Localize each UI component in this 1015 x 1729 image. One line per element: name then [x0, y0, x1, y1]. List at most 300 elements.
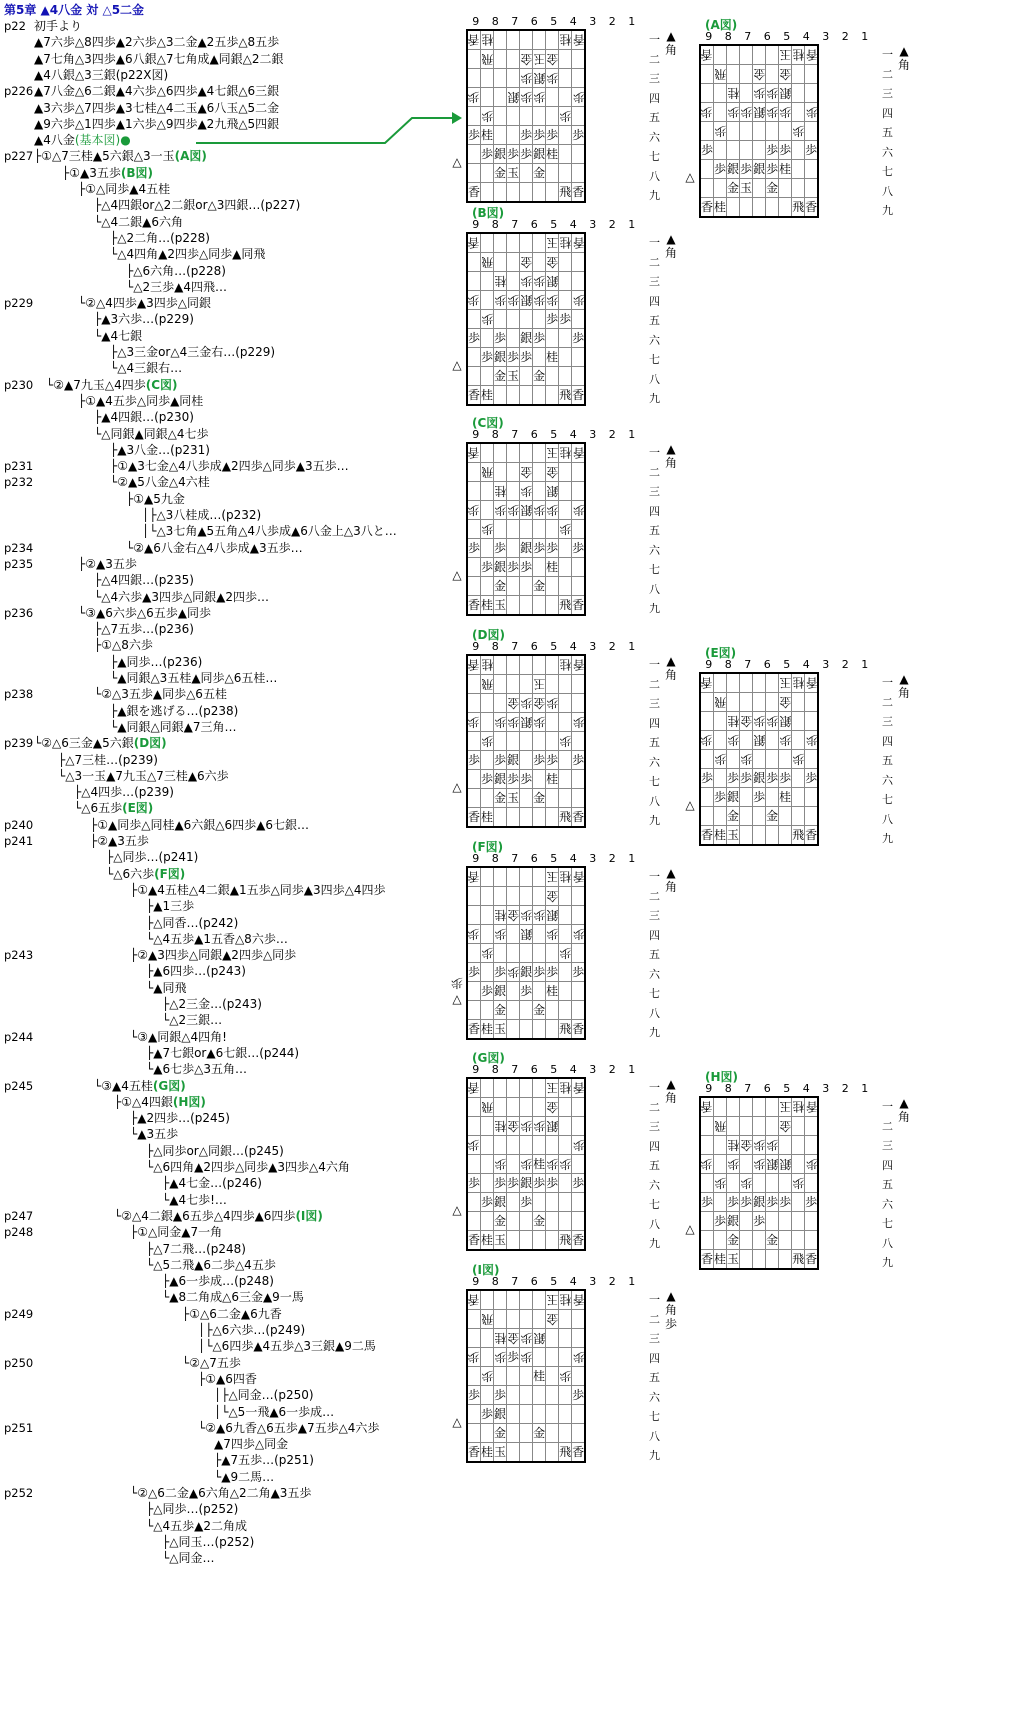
board-square [572, 1329, 586, 1348]
column-number: 2 [608, 428, 616, 441]
board-square: 金 [520, 50, 533, 69]
board-square [507, 1001, 520, 1020]
column-number: 8 [724, 1082, 732, 1095]
board-square: 銀 [494, 982, 507, 1001]
white-hand: △ [452, 1203, 462, 1217]
board-square [572, 789, 586, 808]
board-square [753, 1097, 766, 1117]
board-square [805, 122, 819, 141]
board-square [559, 1310, 572, 1329]
board-square [507, 925, 520, 944]
board-square: 金 [494, 1001, 507, 1020]
board-square: 歩 [546, 291, 559, 310]
board-square [520, 183, 533, 203]
board-square [546, 386, 559, 406]
board-square [507, 1424, 520, 1443]
board-square: 歩 [727, 731, 740, 750]
board-square: 香 [805, 198, 819, 218]
board-square: 歩 [520, 348, 533, 367]
variation-line: ▲3六歩△7四歩▲3七桂△4二玉▲6八玉△5二金 [34, 100, 280, 115]
board-square: 歩 [700, 103, 714, 122]
board-square [467, 789, 481, 808]
board-square: 香 [572, 386, 586, 406]
board-square [546, 944, 559, 963]
board-square: 歩 [520, 1348, 533, 1367]
board-square [507, 1098, 520, 1117]
board-square: 歩 [714, 1212, 727, 1231]
board-square: 歩 [520, 770, 533, 789]
board-square: 金 [494, 367, 507, 386]
shogi-board [466, 654, 586, 828]
board-square: 歩 [520, 982, 533, 1001]
board-square: 歩 [753, 84, 766, 103]
board-square [520, 596, 533, 616]
board-label: (G図) [472, 1051, 505, 1065]
board-square [481, 1424, 494, 1443]
column-number: 6 [530, 1063, 538, 1076]
board-square [520, 310, 533, 329]
board-square: 歩 [467, 963, 481, 982]
board-square: 銀 [507, 751, 520, 770]
board-square: 金 [766, 1231, 779, 1250]
row-number: 四 [649, 716, 660, 730]
column-number: 6 [530, 15, 538, 28]
variation-line: ├①△7三桂▲5六銀△3一玉(A図) [34, 149, 207, 164]
board-square: 玉 [494, 1443, 507, 1463]
board-square [559, 1001, 572, 1020]
row-number: 二 [649, 255, 660, 269]
row-number: 二 [882, 1119, 893, 1133]
column-number: 5 [550, 428, 558, 441]
board-square: 金 [494, 164, 507, 183]
board-square [533, 1193, 546, 1212]
board-square [520, 1136, 533, 1155]
board-square [766, 788, 779, 807]
board-square: 歩 [727, 769, 740, 788]
variation-line: ├▲2四歩…(p245) [130, 1111, 230, 1126]
board-square [740, 65, 753, 84]
board-square: 歩 [740, 1174, 753, 1193]
row-number: 三 [882, 715, 893, 728]
column-number: 6 [763, 30, 771, 43]
board-square [467, 1310, 481, 1329]
board-square: 歩 [779, 103, 792, 122]
board-square: 歩 [572, 963, 586, 982]
row-number: 八 [649, 1217, 660, 1231]
board-square [507, 443, 520, 463]
board-square [559, 577, 572, 596]
column-number: 5 [550, 1275, 558, 1288]
board-square: 金 [520, 253, 533, 272]
board-square: 歩 [714, 750, 727, 769]
column-numbers [466, 1063, 642, 1076]
page-ref: p241 [4, 834, 34, 848]
row-number: 五 [649, 1159, 660, 1172]
board-square [520, 520, 533, 539]
board-square [740, 673, 753, 693]
board-square: 香 [805, 45, 819, 65]
board-square [481, 925, 494, 944]
board-square [727, 1174, 740, 1193]
board-square: 歩 [520, 1329, 533, 1348]
board-square: 桂 [533, 1367, 546, 1386]
board-square [727, 750, 740, 769]
column-number: 4 [569, 15, 577, 28]
board-square [494, 1098, 507, 1117]
board-square [546, 789, 559, 808]
variation-line: └▲6七歩△3五角… [146, 1062, 247, 1077]
board-square [467, 1367, 481, 1386]
row-numbers [649, 443, 660, 619]
black-hand: ▲角 [897, 44, 910, 72]
board-square: 玉 [727, 826, 740, 846]
column-number: 2 [608, 852, 616, 865]
row-number: 七 [649, 775, 660, 788]
board-square: 歩 [766, 712, 779, 731]
board-square [507, 1231, 520, 1251]
row-number: 二 [649, 465, 660, 479]
board-square [714, 769, 727, 788]
board-square: 金 [494, 1424, 507, 1443]
board-square [494, 1310, 507, 1329]
column-number: 9 [472, 218, 480, 231]
board-square [805, 750, 819, 769]
board-square [792, 1193, 805, 1212]
column-number: 3 [589, 428, 597, 441]
board-square [700, 1231, 714, 1250]
variation-line: ├▲6一歩成…(p248) [162, 1274, 274, 1289]
white-hand: △ [685, 1222, 695, 1236]
board-square: 桂 [559, 867, 572, 887]
page-ref: p22 [4, 19, 26, 33]
column-number: 3 [589, 218, 597, 231]
board-square: 桂 [546, 558, 559, 577]
board-square [572, 1098, 586, 1117]
board-square: 歩 [533, 1117, 546, 1136]
board-square [753, 1231, 766, 1250]
column-number: 4 [569, 1275, 577, 1288]
white-hand: △ [452, 568, 462, 582]
board-square [714, 45, 727, 65]
board-square [467, 1424, 481, 1443]
board-square [533, 386, 546, 406]
board-square: 歩 [481, 1367, 494, 1386]
variation-line: ├△2二角…(p228) [110, 230, 210, 245]
board-square [805, 84, 819, 103]
board-square [753, 693, 766, 712]
board-square [481, 291, 494, 310]
page-ref: p239 [4, 736, 34, 751]
board-square [481, 1117, 494, 1136]
row-number: 四 [649, 1351, 660, 1365]
board-square [559, 1212, 572, 1231]
board-square [546, 329, 559, 348]
board-square [520, 808, 533, 828]
board-square [792, 1212, 805, 1231]
board-square: 桂 [559, 1290, 572, 1310]
column-number: 7 [511, 852, 519, 865]
board-square [533, 482, 546, 501]
board-square [700, 160, 714, 179]
column-number: 5 [550, 640, 558, 653]
row-number: 八 [649, 794, 660, 808]
board-square: 歩 [559, 520, 572, 539]
board-square [740, 84, 753, 103]
board-square [753, 750, 766, 769]
page-ref: p234 [4, 540, 34, 555]
board-square [494, 463, 507, 482]
board-square [559, 1329, 572, 1348]
column-number: 4 [569, 852, 577, 865]
board-square: 玉 [546, 443, 559, 463]
board-square: 歩 [520, 145, 533, 164]
board-square: 金 [507, 906, 520, 925]
variation-line: └②△7五歩 [182, 1355, 241, 1370]
board-square: 銀 [494, 770, 507, 789]
board-square: 香 [572, 1231, 586, 1251]
row-number: 四 [882, 734, 893, 748]
board-square [520, 1020, 533, 1040]
board-square: 香 [467, 1290, 481, 1310]
board-square: 桂 [546, 982, 559, 1001]
variation-line: └△4五歩▲2二角成 [146, 1518, 247, 1533]
row-number: 六 [882, 773, 893, 787]
board-square [520, 1424, 533, 1443]
board-square [494, 233, 507, 253]
board-square: 飛 [559, 183, 572, 203]
board-square: 飛 [792, 1250, 805, 1270]
column-number: 7 [511, 218, 519, 231]
shogi-board [699, 44, 819, 218]
board-square [546, 1193, 559, 1212]
board-square [572, 482, 586, 501]
board-square: 香 [572, 183, 586, 203]
board-square [507, 596, 520, 616]
board-square [572, 50, 586, 69]
board-square [572, 1155, 586, 1174]
board-square: 香 [467, 1078, 481, 1098]
variation-line: └△2三銀… [162, 1013, 223, 1028]
board-square [714, 84, 727, 103]
board-square [740, 731, 753, 750]
page-ref: p238 [4, 687, 34, 702]
variation-line: ├△4四歩…(p239) [74, 785, 174, 800]
board-square [753, 1250, 766, 1270]
row-number: 六 [649, 1390, 660, 1404]
variation-line: └▲同銀△同銀▲7三角… [110, 719, 237, 734]
board-square [559, 887, 572, 906]
page-ref: p248 [4, 1225, 34, 1240]
row-number: 九 [649, 1026, 660, 1039]
row-number: 七 [649, 150, 660, 163]
variation-line: ▲7八金△6二銀▲4六歩△6四歩▲4七銀△6三銀 [34, 84, 280, 99]
board-square [520, 164, 533, 183]
board-square: 飛 [559, 1231, 572, 1251]
board-square [779, 1250, 792, 1270]
board-square: 香 [467, 655, 481, 675]
board-square [766, 45, 779, 65]
board-square: 香 [467, 233, 481, 253]
board-square [507, 272, 520, 291]
board-square [507, 1020, 520, 1040]
board-square [494, 443, 507, 463]
board-square [546, 655, 559, 675]
row-number: 九 [882, 1256, 893, 1269]
variation-line: └△同銀▲同銀△4七歩 [94, 426, 209, 441]
row-numbers [649, 1078, 660, 1254]
board-square: 香 [805, 826, 819, 846]
board-square [467, 1001, 481, 1020]
board-square [740, 788, 753, 807]
board-square [766, 1174, 779, 1193]
board-square: 銀 [753, 160, 766, 179]
board-square: 歩 [494, 1155, 507, 1174]
board-square [779, 122, 792, 141]
board-square: 歩 [572, 501, 586, 520]
board-square [507, 329, 520, 348]
board-square: 歩 [494, 1174, 507, 1193]
board-square: 香 [700, 198, 714, 218]
board-square: 金 [546, 50, 559, 69]
shogi-board [699, 672, 819, 846]
board-square [481, 1174, 494, 1193]
board-square [805, 160, 819, 179]
board-square: 香 [467, 596, 481, 616]
variation-line: ├①▲4五歩△同歩▲同桂 [78, 393, 204, 408]
board-square [805, 1231, 819, 1250]
variation-line: ├①△4四銀(H図) [114, 1094, 206, 1109]
board-square [805, 1212, 819, 1231]
board-square [740, 1155, 753, 1174]
variation-line: ├▲3八金…(p231) [110, 442, 210, 457]
page-ref: p244 [4, 1029, 34, 1044]
board-square [507, 887, 520, 906]
board-square [481, 1212, 494, 1231]
row-numbers [649, 30, 660, 206]
board-square: 桂 [481, 126, 494, 145]
board-square: 歩 [572, 1386, 586, 1405]
board-square [507, 1078, 520, 1098]
board-square [572, 1001, 586, 1020]
board-square [481, 906, 494, 925]
board-square: 歩 [533, 272, 546, 291]
board-square [533, 1310, 546, 1329]
board-square: 銀 [533, 69, 546, 88]
board-square [520, 367, 533, 386]
board-label: (C図) [472, 416, 504, 430]
variation-line: ├▲7五歩…(p251) [214, 1453, 314, 1468]
board-square [740, 693, 753, 712]
variation-line: ├▲4七金…(p246) [162, 1176, 262, 1191]
board-square [572, 520, 586, 539]
board-square: 歩 [779, 1193, 792, 1212]
row-number: 一 [649, 1081, 660, 1094]
column-number: 1 [628, 15, 636, 28]
board-square [520, 233, 533, 253]
board-square [700, 1174, 714, 1193]
board-square: 桂 [727, 84, 740, 103]
column-number: 4 [569, 640, 577, 653]
column-number: 2 [841, 658, 849, 671]
board-square [507, 1193, 520, 1212]
board-square [481, 164, 494, 183]
variation-line: └△2三歩▲4四飛… [126, 279, 227, 294]
board-square: 銀 [779, 712, 792, 731]
row-number: 一 [882, 48, 893, 61]
variation-line: │├△3八桂成…(p232) [142, 508, 262, 522]
board-square [714, 1136, 727, 1155]
column-number: 3 [822, 658, 830, 671]
board-label: (A図) [705, 18, 738, 32]
board-square [520, 443, 533, 463]
board-square [805, 1174, 819, 1193]
board-square [481, 751, 494, 770]
board-square: 歩 [766, 84, 779, 103]
board-square [520, 887, 533, 906]
board-square [572, 164, 586, 183]
board-square: 金 [740, 1136, 753, 1155]
board-square [467, 272, 481, 291]
board-square: 歩 [700, 769, 714, 788]
board-square [481, 1155, 494, 1174]
board-square [559, 482, 572, 501]
variation-line: ▲7七角△3四歩▲6八銀△7七角成▲同銀△2二銀 [34, 51, 284, 66]
board-square [533, 30, 546, 50]
column-number: 4 [569, 428, 577, 441]
variation-line: └②△6二金▲6六角△2二角▲3五歩 [130, 1486, 312, 1500]
board-square [805, 712, 819, 731]
board-square [520, 1386, 533, 1405]
board-square [520, 30, 533, 50]
board-square: 金 [546, 463, 559, 482]
board-square [494, 694, 507, 713]
row-number: 一 [882, 1100, 893, 1113]
board-square [533, 253, 546, 272]
column-number: 1 [628, 1275, 636, 1288]
column-number: 9 [472, 640, 480, 653]
variation-line: │└△5一飛▲6一歩成… [214, 1404, 335, 1419]
variation-line: ├②▲3五歩 [90, 834, 149, 848]
board-square [520, 1231, 533, 1251]
board-square [572, 675, 586, 694]
board-square: 歩 [481, 310, 494, 329]
board-square [481, 443, 494, 463]
column-number: 9 [472, 1275, 480, 1288]
board-square: 歩 [507, 348, 520, 367]
column-number: 4 [802, 658, 810, 671]
board-square: 歩 [714, 122, 727, 141]
board-square: 歩 [546, 925, 559, 944]
board-square [494, 1290, 507, 1310]
board-square [533, 596, 546, 616]
row-number: 三 [649, 485, 660, 498]
board-square [467, 770, 481, 789]
board-square: 玉 [507, 164, 520, 183]
board-square: 金 [727, 807, 740, 826]
board-square [792, 1136, 805, 1155]
board-square [572, 577, 586, 596]
board-square [520, 675, 533, 694]
board-square [481, 1290, 494, 1310]
board-square: 銀 [507, 88, 520, 107]
board-square: 桂 [481, 386, 494, 406]
board-square: 玉 [546, 1290, 559, 1310]
board-square: 歩 [467, 501, 481, 520]
variation-line: ├②▲3五歩 [78, 556, 137, 571]
column-number: 8 [491, 640, 499, 653]
board-square: 香 [467, 30, 481, 50]
board-square: 歩 [779, 141, 792, 160]
